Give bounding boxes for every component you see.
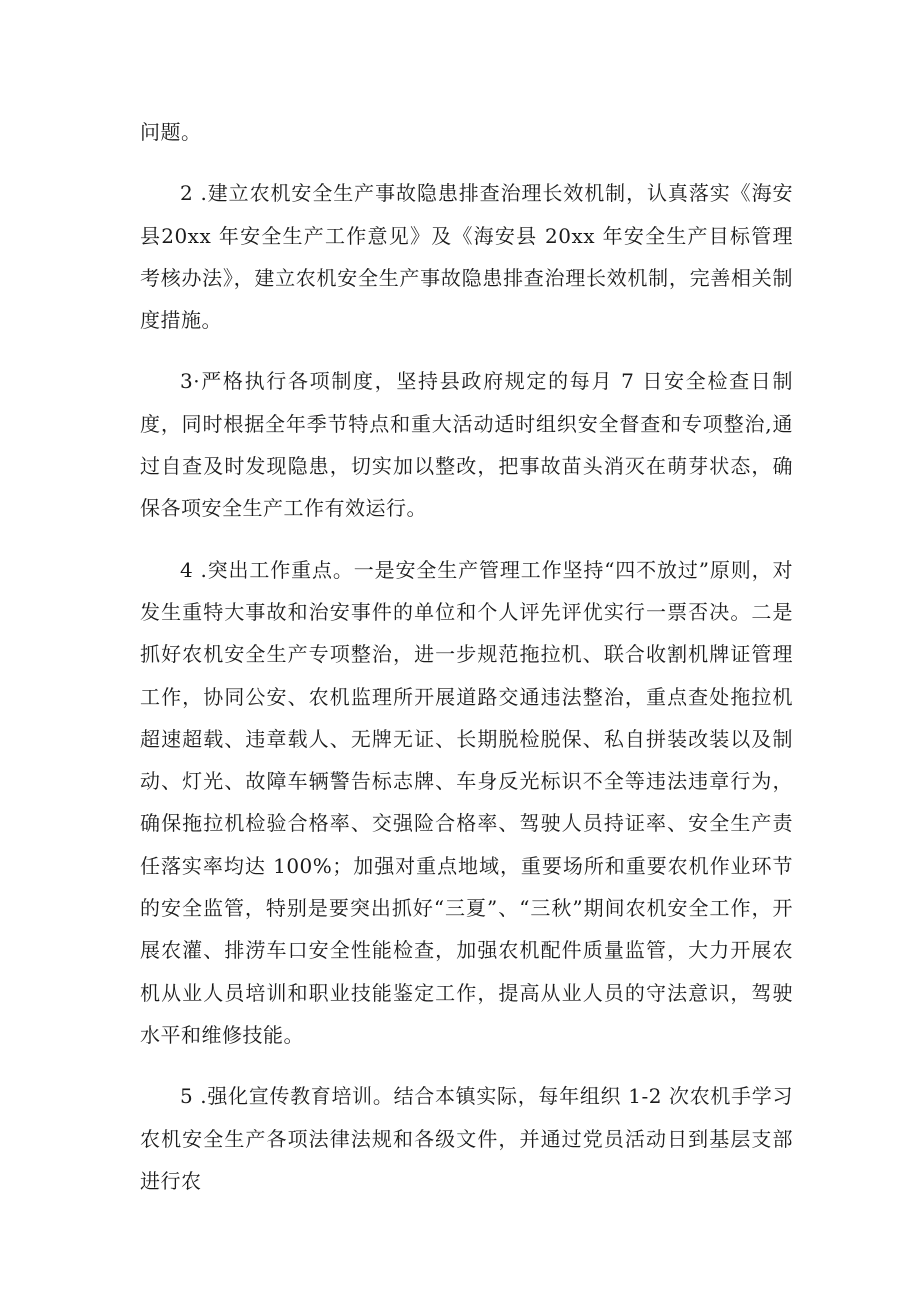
paragraph-gap — [140, 530, 793, 549]
paragraph-gap — [140, 153, 793, 172]
paragraph-item-4: 4 .突出工作重点。一是安全生产管理工作坚持“四不放过”原则，对发生重特大事故和治安事件的单位和个人评先评优实行一票否决。二是抓好农机安全生产专项整治，进一步规范拖拉机、联合收割机牌证管理工作，协同公安、农机监理所开展道路交通违法整治，重点查处拖拉机超速超载、违章载人、无牌无证、长期脱检脱保、私自拼装改装以及制动、灯光、故障车辆警告标志牌、车身反光标识不全等违法违章行为，确保拖拉机检验合格率、交强险合格率、驾驶人员持证率、安全生产责任落实率均达 100%；加强对重点地域，重要场所和重要农机作业环节的安全监管，特别是要突出抓好“三夏”、“三秋”期间农机安全工作，开展农灌、排涝车口安全性能检查，加强农机配件质量监管，大力开展农机从业人员培训和职业技能鉴定工作，提高从业人员的守法意识，驾驶水平和维修技能。 — [140, 557, 793, 1047]
paragraph-gap — [140, 1056, 793, 1075]
paragraph-item-3: 3·严格执行各项制度，坚持县政府规定的每月 7 日安全检查日制度，同时根据全年季节特点和重大活动适时组织安全督查和专项整治,通过自查及时发现隐患，切实加以整改，把事故苗头消灭在萌芽状态，确保各项安全生产工作有效运行。 — [140, 369, 793, 521]
paragraph-item-2: 2 .建立农机安全生产事故隐患排查治理长效机制，认真落实《海安县20xx 年安全生产工作意见》及《海安县 20xx 年安全生产目标管理考核办法》，建立农机安全生产事故隐患排查治理长效机制，完善相关制度措施。 — [140, 181, 793, 333]
paragraph-continuation: 问题。 — [140, 120, 202, 144]
document-body — [140, 111, 793, 1202]
paragraph-item-5: 5 .强化宣传教育培训。结合本镇实际，每年组织 1-2 次农机手学习农机安全生产各项法律法规和各级文件，并通过党员活动日到基层支部进行农 — [140, 1084, 793, 1193]
paragraph-gap — [140, 341, 793, 360]
